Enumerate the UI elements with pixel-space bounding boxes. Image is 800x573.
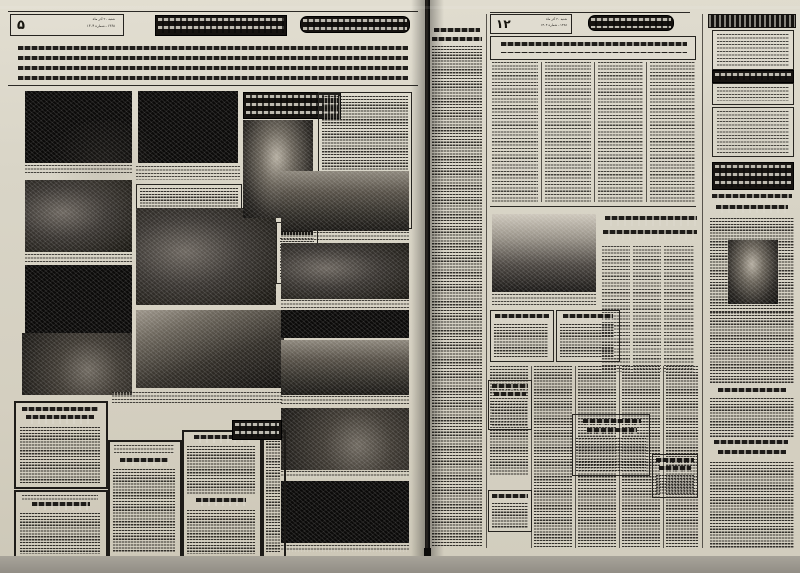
lead-story-bottom-rule [490, 206, 696, 207]
banner-plate-conference [155, 15, 287, 36]
right-col-text-2 [710, 398, 794, 438]
binding-gutter [425, 0, 430, 560]
right-col-headline-2-line2 [718, 450, 786, 457]
photo-trench-caption [281, 300, 409, 308]
left-page-headline [18, 46, 408, 80]
photo-rocky-ridge [22, 333, 132, 395]
photo-meeting-caption [492, 294, 596, 306]
right-page-number-box [490, 14, 572, 34]
right-col-headline-1 [718, 388, 786, 395]
scan-blotch-2 [470, 330, 620, 450]
headline-underrule [8, 85, 418, 86]
top-rule [8, 11, 418, 12]
right-col-text-3 [710, 462, 794, 548]
photo-road-convoy-caption [281, 396, 409, 405]
scan-top-highlight [0, 6, 800, 9]
right-folio-line-2: ۱۳۶۸ ـ شماره ۱۳۰۴ [540, 23, 567, 27]
section-banner-plate [588, 15, 674, 31]
economy-col-2 [633, 246, 661, 372]
folio-line-2: ۱۳۶۸ ـ شماره ۱۳۰۴ [86, 24, 115, 28]
right-top-rule [490, 12, 690, 13]
photo-ruins [25, 265, 132, 337]
right-col-headline-2-line1 [714, 440, 788, 447]
masthead-ornament [708, 14, 796, 28]
column-divider-1 [486, 14, 487, 548]
ad-insurance-expert [14, 401, 108, 489]
subhead-box-us-reply [652, 454, 698, 498]
photo-promo-portrait [728, 240, 778, 304]
photo-artillery-tank-caption [112, 392, 282, 403]
photo-rocky-post-caption [281, 471, 409, 478]
photo-hillside [281, 171, 409, 231]
ad-announcement [14, 490, 108, 560]
lead-col-4 [650, 62, 695, 202]
economy-headline-line-2 [603, 230, 697, 240]
photo-night-scene [281, 481, 409, 543]
photo-strip [281, 310, 409, 338]
right-folio-line-1: شنبه ۲۰ آذر ماه [546, 17, 567, 21]
lead-col-1 [492, 62, 538, 202]
banner-plate-report [300, 16, 410, 33]
photo-trench [281, 243, 409, 299]
scan-blotch-3 [690, 60, 800, 200]
ad-logo-plate [232, 420, 282, 440]
lead-headline-box [490, 36, 696, 60]
subhead-box-monopoly [488, 490, 532, 532]
photo-soldiers-group [136, 208, 276, 305]
folio-line-1: شنبه ۲۰ آذر ماه [92, 17, 115, 21]
photo-artillery-tank [136, 310, 284, 388]
photo-bunker-caption [25, 254, 132, 263]
scan-blotch-1 [40, 120, 170, 210]
ad-shareholders [108, 440, 182, 560]
right-col-text-1 [710, 312, 794, 384]
photo-hillside-caption [281, 232, 409, 240]
lead-col-2 [545, 62, 591, 202]
right-page-number: ۱۲ [496, 17, 511, 31]
lead-col-3 [598, 62, 643, 202]
economy-headline-line-1 [605, 216, 697, 226]
promo-headline-line-2 [716, 205, 788, 213]
page-number-box [10, 14, 124, 36]
scan-bottom-margin [0, 556, 800, 573]
left-page-gutter-shadow [411, 0, 425, 560]
photo-night-scene-caption [281, 545, 409, 552]
photo-road-convoy [281, 340, 409, 395]
ad-depositors [182, 430, 262, 560]
photo-rocky-post [281, 408, 409, 470]
page-number: ۵ [17, 18, 25, 33]
photo-iran-soviet-meeting [492, 214, 596, 292]
ad-narrow-column [262, 430, 286, 560]
economy-col-3 [664, 246, 694, 372]
right-page-gutter-shadow [430, 0, 444, 560]
